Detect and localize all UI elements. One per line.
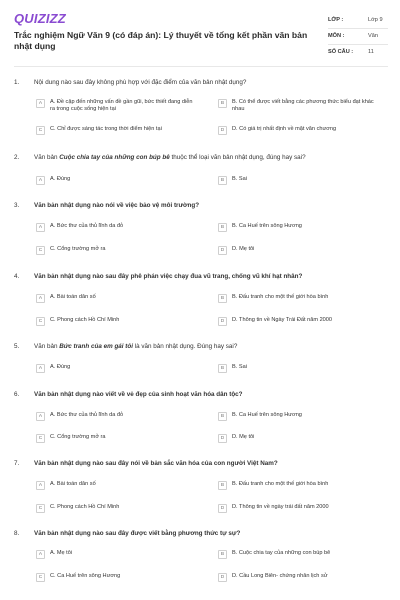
option-d[interactable] xyxy=(218,504,377,513)
option-letter-box: C xyxy=(36,434,45,443)
option-d[interactable] xyxy=(218,246,377,255)
question-text-post: là văn bản nhật dụng. Đúng hay sai? xyxy=(133,343,238,350)
option-letter-box: D xyxy=(218,504,227,513)
question-text: Văn bản nhật dụng nào sau đây được viết bằng phương thức tự sự? xyxy=(34,530,241,537)
question-text xyxy=(34,343,384,351)
question-text: Nội dung nào sau đây không phù hợp với đặc điểm của văn bản nhật dụng? xyxy=(34,79,247,86)
option-letter-box: D xyxy=(218,434,227,443)
option-letter-box: B xyxy=(218,481,227,490)
question-number: 6. xyxy=(14,391,20,398)
meta-label: SỐ CÂU : xyxy=(328,49,354,55)
option-letter-box: A xyxy=(36,550,45,559)
question-text: Văn bản nhật dụng nào nói về việc bảo vệ môi trường? xyxy=(34,202,200,209)
option-letter-box: A xyxy=(36,223,45,232)
option-text: D. Thông tin về Ngày Trái Đất năm 2000 xyxy=(232,317,333,323)
option-letter-box: A xyxy=(36,294,45,303)
worksheet-meta xyxy=(328,13,388,61)
option-c[interactable] xyxy=(36,126,195,135)
option-a[interactable] xyxy=(36,223,195,232)
option-d[interactable] xyxy=(218,434,377,443)
question-text xyxy=(34,154,384,162)
option-letter-box: A xyxy=(36,176,45,185)
option-text: B. Đấu tranh cho một thế giới hòa bình xyxy=(232,294,329,300)
option-d[interactable] xyxy=(218,126,377,135)
meta-value: 11 xyxy=(368,49,374,55)
option-letter-box: D xyxy=(218,246,227,255)
option-text: B. Ca Huế trên sông Hương xyxy=(232,412,302,418)
meta-label: MÔN : xyxy=(328,33,345,39)
meta-subject xyxy=(328,29,388,45)
quizizz-logo: QUIZIZZ xyxy=(14,11,66,26)
option-a[interactable] xyxy=(36,481,195,490)
option-b[interactable] xyxy=(218,412,377,421)
option-letter-box: C xyxy=(36,504,45,513)
question-number: 3. xyxy=(14,202,20,209)
option-c[interactable] xyxy=(36,434,195,443)
option-d[interactable] xyxy=(218,317,377,326)
option-letter-box: A xyxy=(36,364,45,373)
work-title-emphasis: Bức tranh của em gái tôi xyxy=(59,343,133,350)
question-text-post: thuộc thể loại văn bản nhật dụng, đúng hay sai? xyxy=(169,154,306,161)
option-text: A. Bức thư của thủ lĩnh da đỏ xyxy=(50,223,124,229)
option-letter-box: C xyxy=(36,317,45,326)
option-b[interactable] xyxy=(218,176,377,185)
option-text: B. Ca Huế trên sông Hương xyxy=(232,223,302,229)
question-number: 2. xyxy=(14,154,20,161)
question-number: 4. xyxy=(14,273,20,280)
option-letter-box: B xyxy=(218,223,227,232)
question-number: 1. xyxy=(14,79,20,86)
worksheet-header xyxy=(0,0,400,68)
option-text: C. Cổng trường mở ra xyxy=(50,434,106,440)
option-a[interactable] xyxy=(36,364,195,373)
option-text: A. Bài toán dân số xyxy=(50,294,96,300)
option-letter-box: C xyxy=(36,573,45,582)
option-text: B. Đấu tranh cho một thế giới hòa bình xyxy=(232,481,329,487)
option-a[interactable] xyxy=(36,176,195,185)
question-number: 7. xyxy=(14,460,20,467)
question-number: 8. xyxy=(14,530,20,537)
question-text-pre: Văn bản xyxy=(34,154,60,161)
option-text: C. Phong cách Hồ Chí Minh xyxy=(50,317,120,323)
option-letter-box: B xyxy=(218,294,227,303)
option-d[interactable] xyxy=(218,573,377,582)
option-c[interactable] xyxy=(36,317,195,326)
option-text: A. Đúng xyxy=(50,176,71,182)
option-text: A. Mẹ tôi xyxy=(50,550,73,556)
option-c[interactable] xyxy=(36,504,195,513)
option-text: A. Bức thư của thủ lĩnh da đỏ xyxy=(50,412,124,418)
option-a[interactable] xyxy=(36,412,195,421)
option-b[interactable] xyxy=(218,364,377,373)
option-letter-box: D xyxy=(218,317,227,326)
option-letter-box: C xyxy=(36,246,45,255)
option-text: C. Ca Huế trên sông Hương xyxy=(50,573,121,579)
header-divider xyxy=(14,66,388,67)
option-b[interactable] xyxy=(218,294,377,303)
option-text: D. Thông tin về ngày trái đất năm 2000 xyxy=(232,504,329,510)
option-text: C. Chỉ được sáng tác trong thời điểm hiện tại xyxy=(50,126,162,132)
option-text: C. Phong cách Hồ Chí Minh xyxy=(50,504,120,510)
question-text-pre: Văn bản xyxy=(34,343,60,350)
option-text: B. Sai xyxy=(232,364,247,370)
question-text: Văn bản nhật dụng nào sau đây phê phán việc chạy đua vũ trang, chống vũ khí hạt nhân? xyxy=(34,273,303,280)
option-text: D. Mẹ tôi xyxy=(232,434,255,440)
option-b[interactable] xyxy=(218,481,377,490)
option-letter-box: A xyxy=(36,99,45,108)
option-text: B. Sai xyxy=(232,176,247,182)
option-letter-box: B xyxy=(218,550,227,559)
option-letter-box: B xyxy=(218,412,227,421)
option-letter-box: B xyxy=(218,176,227,185)
option-b[interactable] xyxy=(218,99,377,113)
option-a[interactable] xyxy=(36,550,195,559)
option-c[interactable] xyxy=(36,246,195,255)
option-letter-box: D xyxy=(218,573,227,582)
option-letter-box: A xyxy=(36,481,45,490)
option-text: A. Đúng xyxy=(50,364,71,370)
option-text: A. Đề cập đến những vấn đề gần gũi, bức thiết đang diễn ra trong cuộc sống hiện tại xyxy=(50,99,193,112)
option-text: D. Cầu Long Biên- chứng nhân lịch sử xyxy=(232,573,328,579)
meta-question-count xyxy=(328,45,388,61)
worksheet-title: Trắc nghiệm Ngữ Văn 9 (có đáp án): Lý thuyết về tổng kết phần văn bản nhật dụng xyxy=(14,30,308,51)
option-text: D. Có giá trị nhất định về mặt văn chương xyxy=(232,126,337,132)
work-title-emphasis: Cuộc chia tay của những con búp bê xyxy=(59,154,170,161)
option-c[interactable] xyxy=(36,573,195,582)
option-letter-box: B xyxy=(218,99,227,108)
option-letter-box: D xyxy=(218,126,227,135)
question-text: Văn bản nhật dụng nào sau đây nói về bản sắc văn hóa của con người Việt Nam? xyxy=(34,460,278,467)
meta-grade xyxy=(328,13,388,29)
option-a[interactable] xyxy=(36,99,195,113)
option-letter-box: B xyxy=(218,364,227,373)
option-text: A. Bài toán dân số xyxy=(50,481,96,487)
option-b[interactable] xyxy=(218,550,377,559)
option-letter-box: A xyxy=(36,412,45,421)
option-a[interactable] xyxy=(36,294,195,303)
meta-value: Văn xyxy=(368,33,378,39)
meta-label: LỚP : xyxy=(328,17,344,23)
question-number: 5. xyxy=(14,343,20,350)
question-text: Văn bản nhật dụng nào viết về vẻ đẹp của sinh hoạt văn hóa dân tộc? xyxy=(34,391,243,398)
option-letter-box: C xyxy=(36,126,45,135)
option-text: C. Cổng trường mở ra xyxy=(50,246,106,252)
meta-value: Lớp 9 xyxy=(368,17,383,23)
option-text: B. Có thể được viết bằng các phương thức biểu đạt khác nhau xyxy=(232,99,374,112)
option-text: D. Mẹ tôi xyxy=(232,246,255,252)
option-text: B. Cuộc chia tay của những con búp bê xyxy=(232,550,331,556)
option-b[interactable] xyxy=(218,223,377,232)
